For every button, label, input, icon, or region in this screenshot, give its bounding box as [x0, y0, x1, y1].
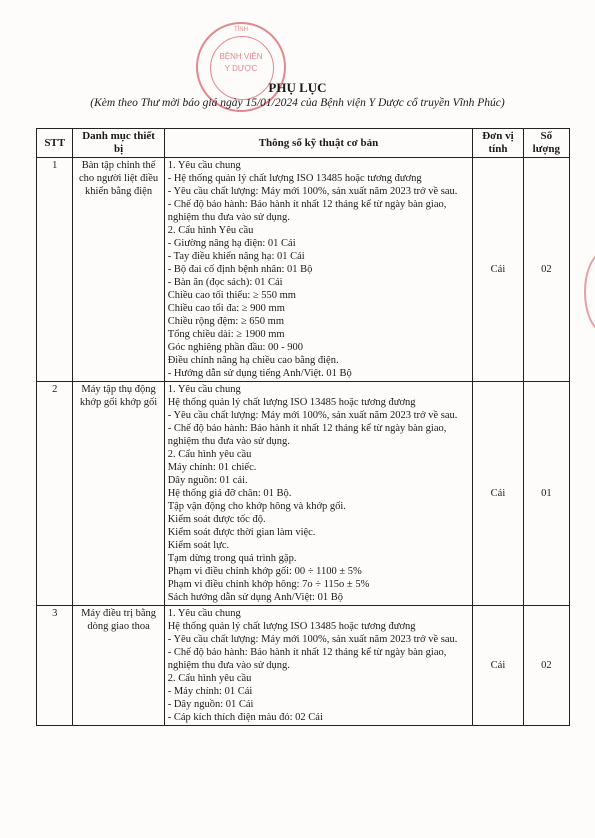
spec-line: Kiểm soát được thời gian làm việc.: [167, 527, 316, 538]
spec-line: Tập vận động cho khớp hông và khớp gối.: [167, 501, 346, 512]
header-qty: Số lượng: [523, 129, 569, 158]
spec-line: - Chế độ bảo hành: Bảo hành ít nhất 12 tháng kể từ ngày bàn giao, nghiệm thu đưa vào sử dụng.: [167, 647, 447, 671]
spec-line: - Yêu cầu chất lượng: Máy mới 100%, sản xuất năm 2023 trở về sau.: [167, 634, 458, 645]
cell-unit: Cái: [473, 382, 524, 606]
spec-line: - Tay điều khiển nâng hạ: 01 Cái: [167, 251, 305, 262]
spec-line: 1. Yêu cầu chung: [167, 608, 241, 619]
header-spec: Thông số kỹ thuật cơ bản: [164, 129, 473, 158]
table-row: [37, 158, 570, 382]
cell-name: Bàn tập chỉnh thế cho người liệt điều khiển bằng điện: [73, 158, 164, 382]
spec-line: Kiểm soát lực.: [167, 540, 230, 551]
header-unit: Đơn vị tính: [473, 129, 524, 158]
spec-line: - Bộ đai cố định bệnh nhân: 01 Bộ: [167, 264, 313, 275]
spec-line: Phạm vi điều chỉnh khớp hông: 7o ÷ 115o ± 5%: [167, 579, 370, 590]
spec-line: - Hệ thống quản lý chất lượng ISO 13485 hoặc tương đương: [167, 173, 422, 184]
cell-spec: [164, 158, 473, 382]
spec-line: - Chế độ bảo hành: Bảo hành ít nhất 12 tháng kể từ ngày bàn giao, nghiệm thu đưa vào sử dụng.: [167, 199, 447, 223]
spec-line: Máy chính: 01 chiếc.: [167, 462, 257, 473]
table-header-row: [37, 129, 570, 158]
stamp-top-text: TỈNH: [234, 27, 248, 33]
spec-line: - Cáp kích thích điện màu đỏ: 02 Cái: [167, 712, 323, 723]
page-subtitle: (Kèm theo Thư mời báo giá ngày 15/01/2024 của Bệnh viện Y Dược cổ truyền Vĩnh Phúc): [90, 97, 505, 109]
spec-line: 2. Cấu hình yêu cầu: [167, 449, 252, 460]
spec-line: Tổng chiều dài: ≥ 1900 mm: [167, 329, 285, 340]
stamp-line-2: Y DƯỢC: [224, 64, 258, 73]
page-title: PHỤ LỤC: [268, 80, 327, 95]
spec-line: Điều chỉnh nâng hạ chiều cao bằng điện.: [167, 355, 339, 366]
spec-line: Chiều cao tối thiểu: ≥ 550 mm: [167, 290, 296, 301]
cell-name: Máy tập thụ động khớp gối khớp gối: [73, 382, 164, 606]
table-row: [37, 606, 570, 726]
cell-spec: [164, 606, 473, 726]
spec-line: - Bàn ăn (đọc sách): 01 Cái: [167, 277, 283, 288]
cell-qty: 01: [523, 382, 569, 606]
cell-unit: Cái: [473, 158, 524, 382]
edge-stamp: [584, 250, 595, 334]
spec-line: - Chế độ bảo hành: Bảo hành ít nhất 12 tháng kể từ ngày bàn giao, nghiệm thu đưa vào sử dụng.: [167, 423, 447, 447]
stamp-line-1: BỆNH VIỆN: [219, 52, 263, 61]
equipment-table: [36, 128, 570, 726]
cell-qty: 02: [523, 606, 569, 726]
spec-line: Phạm vi điều chỉnh khớp gối: 00 ÷ 1100 ± 5%: [167, 566, 362, 577]
spec-line: Góc nghiêng phần đầu: 00 - 900: [167, 342, 304, 353]
spec-line: 1. Yêu cầu chung: [167, 384, 241, 395]
cell-spec: [164, 382, 473, 606]
spec-line: - Giường nâng hạ điện: 01 Cái: [167, 238, 296, 249]
spec-line: Kiểm soát được tốc độ.: [167, 514, 266, 525]
spec-line: - Yêu cầu chất lượng: Máy mới 100%, sản xuất năm 2023 trở về sau.: [167, 186, 458, 197]
spec-line: Hệ thống giá đỡ chân: 01 Bộ.: [167, 488, 292, 499]
spec-line: - Hướng dẫn sử dụng tiếng Anh/Việt. 01 Bộ: [167, 368, 352, 379]
spec-line: - Máy chính: 01 Cái: [167, 686, 253, 697]
cell-name: Máy điều trị bằng dòng giao thoa: [73, 606, 164, 726]
spec-line: Hệ thống quản lý chất lượng ISO 13485 hoặc tương đương: [167, 397, 416, 408]
spec-line: 1. Yêu cầu chung: [167, 160, 241, 171]
spec-line: Dây nguồn: 01 cái.: [167, 475, 248, 486]
spec-line: - Yêu cầu chất lượng: Máy mới 100%, sản xuất năm 2023 trở về sau.: [167, 410, 458, 421]
table-row: [37, 382, 570, 606]
header-name: Danh mục thiết bị: [73, 129, 164, 158]
cell-unit: Cái: [473, 606, 524, 726]
cell-stt: 3: [37, 606, 73, 726]
header-stt: STT: [37, 129, 73, 158]
cell-stt: 2: [37, 382, 73, 606]
cell-stt: 1: [37, 158, 73, 382]
spec-line: Hệ thống quản lý chất lượng ISO 13485 hoặc tương đương: [167, 621, 416, 632]
spec-line: 2. Cấu hình yêu cầu: [167, 673, 252, 684]
cell-qty: 02: [523, 158, 569, 382]
spec-line: Chiều rộng đệm: ≥ 650 mm: [167, 316, 285, 327]
spec-line: - Dây nguồn: 01 Cái: [167, 699, 254, 710]
spec-line: Chiều cao tối đa: ≥ 900 mm: [167, 303, 285, 314]
spec-line: Sách hướng dẫn sử dụng Anh/Việt: 01 Bộ: [167, 592, 343, 603]
spec-line: 2. Cấu hình Yêu cầu: [167, 225, 254, 236]
spec-line: Tạm dừng trong quá trình gặp.: [167, 553, 297, 564]
